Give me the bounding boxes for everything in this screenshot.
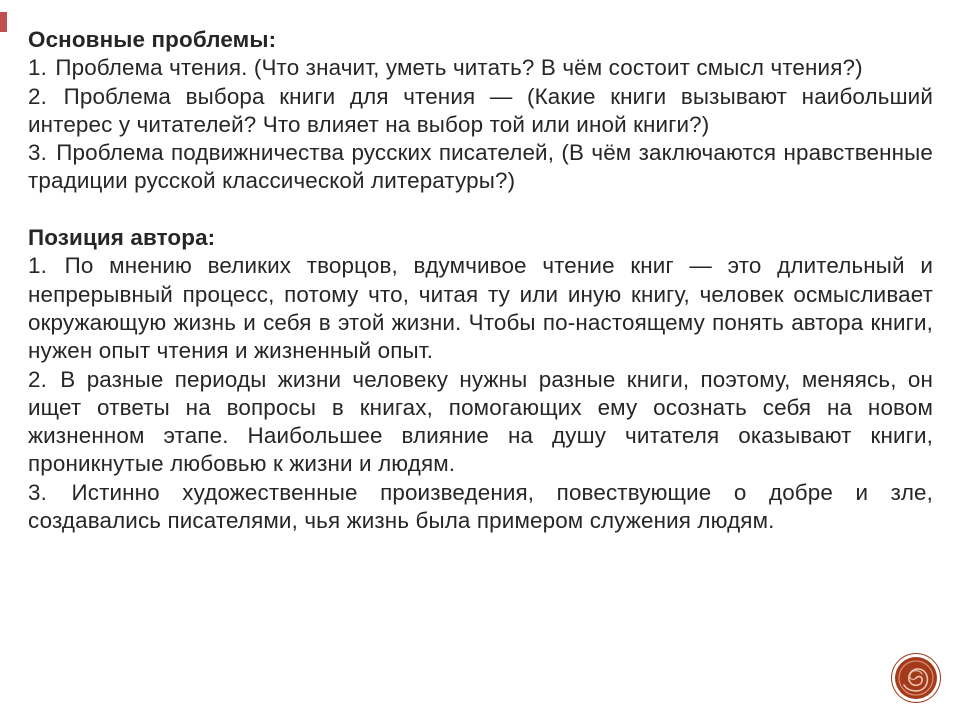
problem-number: 1. — [28, 55, 47, 81]
problem-number: 3. — [28, 140, 47, 166]
position-number: 2. — [28, 366, 47, 392]
problem-item — [28, 139, 933, 196]
position-text: В разные периоды жизни человеку нужны разные книги, поэтому, меняясь, он ищет ответы на вопросы в книгах, помогающих ему осознать себя на новом жизненном этапе. Наибольшее влияние на душу читателя оказывают книги, проникнутые любовью к жизни и людям. — [28, 366, 933, 477]
problem-text: Проблема чтения. (Что значит, уметь читать? В чём состоит смысл чтения?) — [55, 55, 863, 81]
problem-item — [28, 83, 933, 140]
problem-number: 2. — [28, 83, 47, 109]
position-heading: Позиция автора: — [28, 225, 216, 251]
problem-item — [28, 54, 933, 82]
problems-heading: Основные проблемы: — [28, 27, 277, 52]
slide-content — [28, 26, 933, 535]
swirl-logo-icon — [895, 657, 937, 699]
position-text: Истинно художественные произведения, повествующие о добре и зле, создавались писателями, чья жизнь была примером служения людям. — [28, 479, 934, 534]
problem-text: Проблема выбора книги для чтения — (Какие книги вызывают наибольший интерес у читателей? Что влияет на выбор той или иной книги?) — [28, 83, 933, 137]
position-list — [28, 252, 933, 535]
problems-list — [28, 54, 933, 195]
problem-text: Проблема подвижничества русских писателей, (В чём заключаются нравственные традиции русской классической литературы?) — [28, 140, 934, 194]
position-item — [28, 252, 933, 365]
position-item — [28, 479, 933, 536]
section-gap — [28, 196, 933, 224]
position-text: По мнению великих творцов, вдумчивое чтение книг — это длительный и непрерывный процесс, потому что, читая ту или иную книгу, человек осмысливает окружающую жизнь и себя в этой жизни. Чтобы по-настоящему понять автора книги, нужен опыт чтения и жизненный опыт. — [28, 253, 933, 364]
position-number: 1. — [28, 253, 47, 279]
accent-bar — [0, 12, 7, 32]
position-number: 3. — [28, 479, 47, 505]
position-item — [28, 366, 933, 479]
